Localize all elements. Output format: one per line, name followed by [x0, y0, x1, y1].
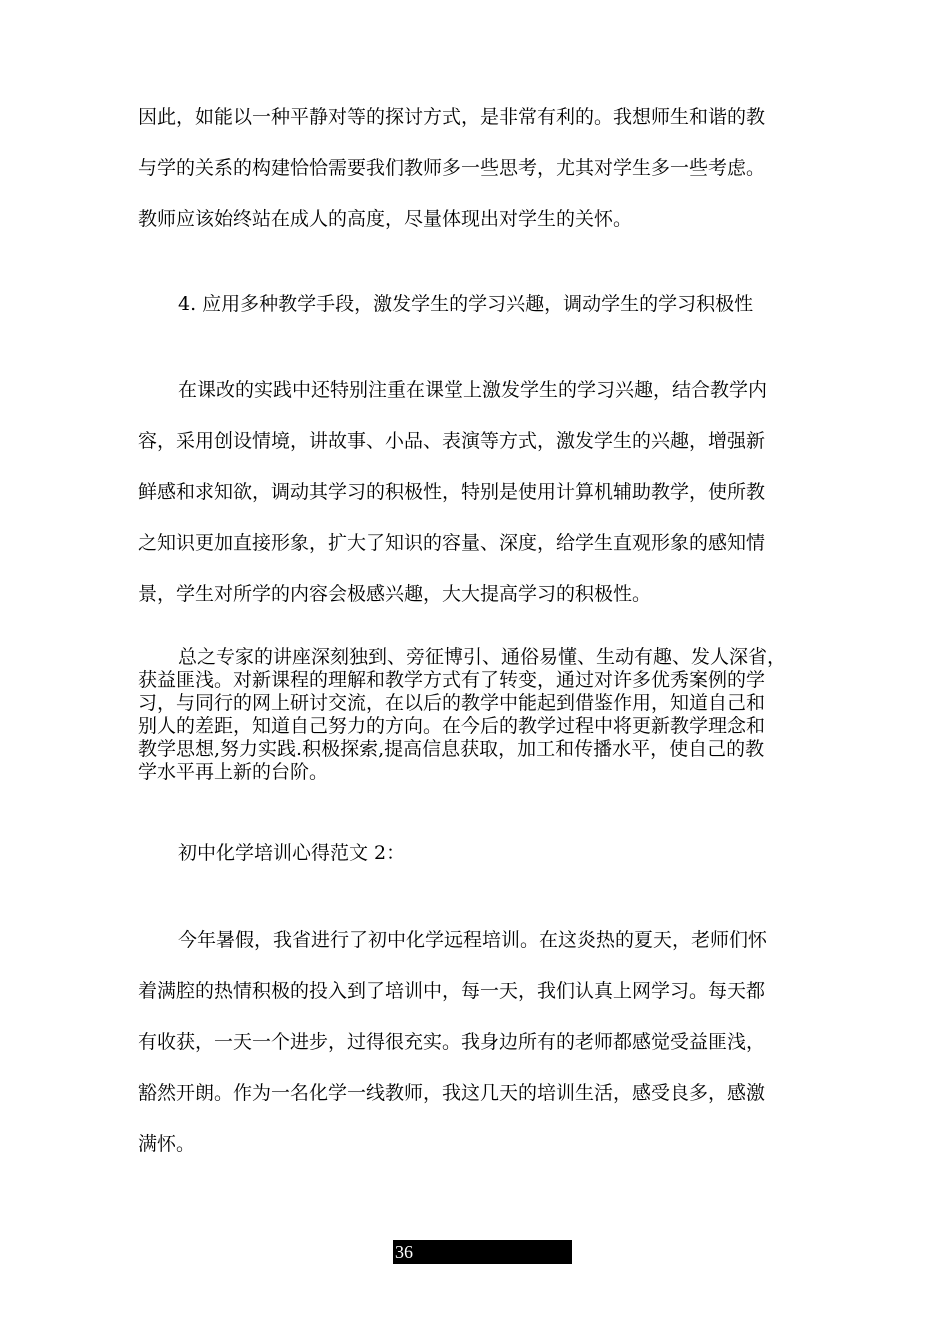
paragraph-line: 有收获，一天一个进步，过得很充实。我身边所有的老师都感觉受益匪浅，	[138, 1031, 766, 1053]
paragraph-line: 获益匪浅。对新课程的理解和教学方式有了转变，通过对许多优秀案例的学	[138, 669, 766, 691]
heading-4: 4. 应用多种教学手段，激发学生的学习兴趣，调动学生的学习积极性	[178, 293, 754, 315]
paragraph-4	[138, 915, 828, 1170]
paragraph-3	[138, 646, 828, 784]
page-number: 36	[395, 1242, 413, 1262]
paragraph-line: 容，采用创设情境，讲故事、小品、表演等方式，激发学生的兴趣，增强新	[138, 430, 766, 452]
paragraph-line: 之知识更加直接形象，扩大了知识的容量、深度，给学生直观形象的感知情	[138, 532, 766, 554]
paragraph-line: 豁然开朗。作为一名化学一线教师，我这几天的培训生活，感受良多，感激	[138, 1082, 766, 1104]
paragraph-2	[138, 365, 828, 620]
paragraph-line: 鲜感和求知欲，调动其学习的积极性，特别是使用计算机辅助教学，使所教	[138, 481, 766, 503]
paragraph-line: 学水平再上新的台阶。	[138, 761, 329, 783]
paragraph-line: 满怀。	[138, 1133, 196, 1155]
paragraph-line: 别人的差距，知道自己努力的方向。在今后的教学过程中将更新教学理念和	[138, 715, 766, 737]
paragraph-line: 着满腔的热情积极的投入到了培训中，每一天，我们认真上网学习。每天都	[138, 980, 766, 1002]
paragraph-line: 景，学生对所学的内容会极感兴趣，大大提高学习的积极性。	[138, 583, 652, 605]
paragraph-line: 教学思想,努力实践.积极探索,提高信息获取，加工和传播水平，使自己的教	[138, 738, 765, 760]
paragraph-line: 教师应该始终站在成人的高度，尽量体现出对学生的关怀。	[138, 208, 633, 230]
paragraph-line: 习，与同行的网上研讨交流，在以后的教学中能起到借鉴作用，知道自己和	[138, 692, 766, 714]
paragraph-line: 今年暑假，我省进行了初中化学远程培训。在这炎热的夏天，老师们怀	[178, 929, 768, 951]
paragraph-line: 总之专家的讲座深刻独到、旁征博引、通俗易懂、生动有趣、发人深省，	[178, 646, 787, 668]
section-title: 初中化学培训心得范文 2：	[178, 842, 406, 864]
paragraph-line: 与学的关系的构建恰恰需要我们教师多一些思考，尤其对学生多一些考虑。	[138, 157, 766, 179]
paragraph-1	[138, 92, 828, 245]
page-number-bar	[393, 1240, 572, 1264]
paragraph-line: 在课改的实践中还特别注重在课堂上激发学生的学习兴趣，结合教学内	[178, 379, 768, 401]
paragraph-line: 因此，如能以一种平静对等的探讨方式，是非常有利的。我想师生和谐的教	[138, 106, 766, 128]
